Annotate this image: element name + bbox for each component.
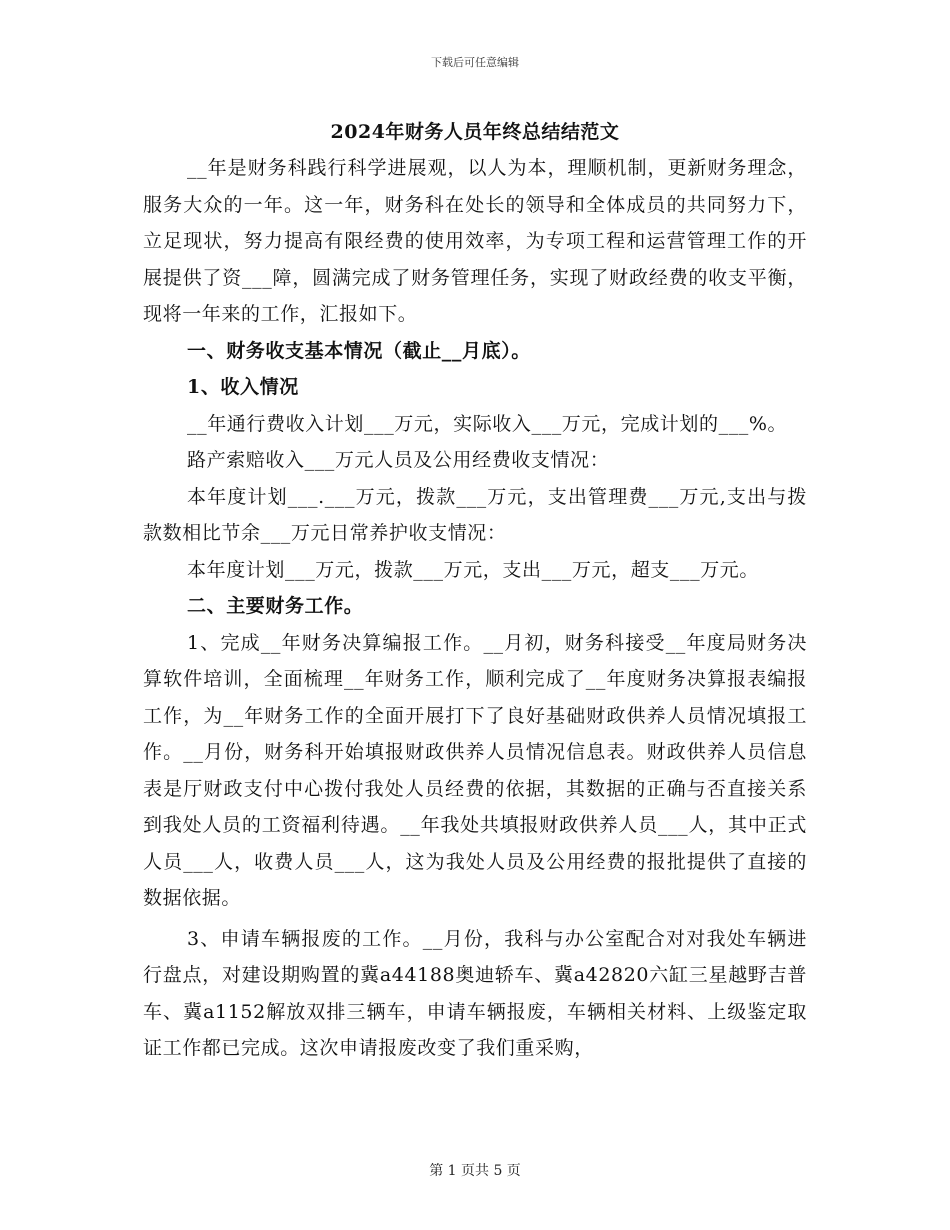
document-body xyxy=(143,114,807,1067)
page-number: 第 1 页共 5 页 xyxy=(429,1163,521,1179)
paragraph-road-claims: 路产索赔收入___万元人员及公用经费收支情况： xyxy=(187,449,610,471)
paragraph-intro: __年是财务科践行科学进展观，以人为本，理顺机制，更新财务理念，服务大众的一年。这一年，财务科在处长的领导和全体成员的共同努力下，立足现状，努力提高有限经费的使用效率，为专项工程和运营管理工作的开展提供了资___障，圆满完成了财务管理任务，实现了财政经费的收支平衡，现将一年来的工作，汇报如下。 xyxy=(143,157,807,325)
paragraph-vehicle-scrap: 3、申请车辆报废的工作。__月份，我科与办公室配合对对我处车辆进行盘点，对建设期购置的冀a44188奥迪轿车、冀a42820六缸三星越野吉普车、冀a1152解放双排三辆车，申请车辆报废，车辆相关材料、上级鉴定取证工作都已完成。这次申请报废改变了我们重采购， xyxy=(143,927,807,1059)
paragraph-annual-plan: 本年度计划___.___万元，拨款___万元，支出管理费___万元,支出与拨款数相比节余___万元日常养护收支情况： xyxy=(143,485,807,544)
page-header-note: 下载后可任意编辑 xyxy=(431,56,519,69)
heading-section-2: 二、主要财务工作。 xyxy=(187,595,364,617)
paragraph-maintenance: 本年度计划___万元，拨款___万元，支出___万元，超支___万元。 xyxy=(187,558,760,581)
document-title: 2024年财务人员年终总结结范文 xyxy=(330,121,620,143)
paragraph-final-accounts: 1、完成__年财务决算编报工作。__月初，财务科接受__年度局财务决算软件培训，全面梳理__年财务工作，顺利完成了__年度财务决算报表编报工作，为__年财务工作的全面开展打下了良好基础财政供养人员情况填报工作。__月份，财务科开始填报财政供养人员情况信息表。财政供养人员信息表是厅财政支付中心拨付我处人员经费的依据，其数据的正确与否直接关系到我处人员的工资福利待遇。__年我处共填报财政供养人员___人，其中正式人员___人，收费人员___人，这为我处人员及公用经费的报批提供了直接的数据依据。 xyxy=(143,631,807,909)
paragraph-toll-income: __年通行费收入计划___万元，实际收入___万元，完成计划的___%。 xyxy=(187,412,788,435)
heading-income: 1、收入情况 xyxy=(187,376,299,398)
heading-section-1: 一、财务收支基本情况（截止__月底）。 xyxy=(187,339,531,362)
